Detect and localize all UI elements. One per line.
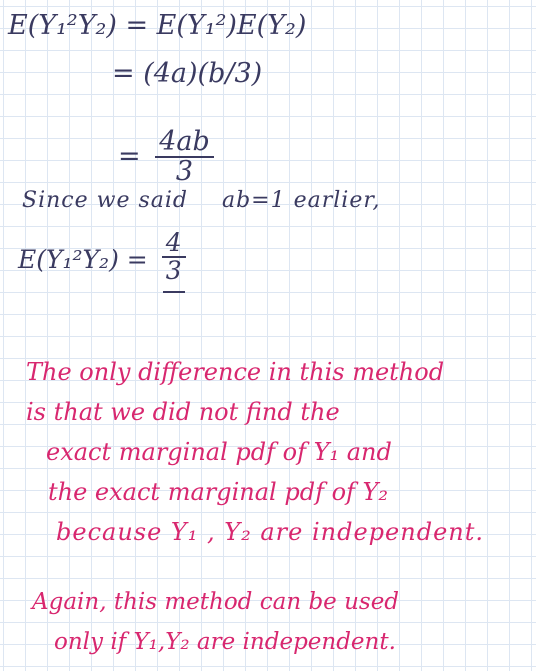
equals-sign: = — [118, 140, 141, 172]
method-difference-note — [26, 352, 484, 552]
final-denominator: 3 — [165, 256, 182, 286]
final-numerator: 4 — [162, 230, 186, 258]
fraction-denominator: 3 — [175, 156, 194, 188]
note-line: The only difference in this method — [26, 358, 445, 386]
since-text: Since we said — [22, 188, 188, 213]
final-fraction — [162, 230, 186, 293]
note-line: Again, this method can be used — [32, 589, 400, 615]
final-equation — [18, 230, 186, 293]
note-line: is that we did not find the — [26, 398, 340, 426]
fraction-numerator: 4ab — [155, 128, 214, 158]
note-line: the exact marginal pdf of Y₂ — [48, 478, 389, 506]
equation-substitution: = (4a)(b/3) — [112, 58, 263, 89]
since-condition: ab=1 earlier, — [221, 188, 381, 213]
double-underline — [163, 287, 185, 293]
independence-note — [32, 582, 399, 662]
equation-result — [118, 128, 214, 187]
note-line: because Y₁ , Y₂ are independent. — [56, 518, 484, 546]
note-line: only if Y₁,Y₂ are independent. — [54, 629, 396, 655]
note-line: exact marginal pdf of Y₁ and — [46, 438, 392, 466]
final-lhs: E(Y₁²Y₂) = — [18, 244, 148, 274]
result-fraction — [155, 128, 214, 187]
since-statement — [22, 188, 380, 213]
equation-expectation: E(Y₁²Y₂) = E(Y₁²)E(Y₂) — [8, 10, 307, 41]
